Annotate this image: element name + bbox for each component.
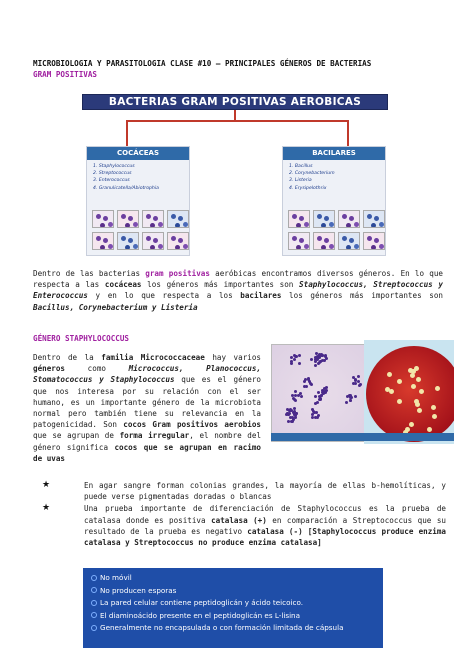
text-span: hay varios bbox=[204, 353, 261, 362]
list-item: 2. Streptococcus bbox=[93, 171, 132, 177]
coccus-dot bbox=[318, 361, 321, 364]
micrograph-image bbox=[117, 210, 139, 228]
agar-plate bbox=[366, 346, 454, 442]
colony-dot bbox=[385, 387, 390, 392]
coccus-dot bbox=[294, 399, 297, 402]
text-span: cocos que se agrupan en racimo de uvas bbox=[33, 442, 261, 463]
colony-dot bbox=[427, 427, 432, 432]
tree-stem bbox=[234, 110, 236, 120]
text-span: La pared celular contiene peptidoglicán y ácido teicoico. bbox=[100, 598, 303, 608]
text-span: Dentro de las bacterias bbox=[33, 269, 146, 278]
list-item bbox=[91, 597, 375, 610]
coccus-dot bbox=[311, 416, 314, 419]
blood-agar-photo bbox=[364, 340, 454, 444]
coccus-dot bbox=[295, 412, 298, 415]
coccus-dot bbox=[323, 359, 326, 362]
coccus-dot bbox=[320, 394, 323, 397]
micrograph-image bbox=[288, 232, 310, 250]
text-span: Una prueba importante de diferenciación de Staphylococcus es la prueba de catalasa donde es positiva bbox=[84, 504, 446, 525]
list-item bbox=[42, 503, 446, 548]
text-span: No móvil bbox=[100, 573, 132, 582]
text-span: forma irregular bbox=[119, 431, 190, 441]
coccus-dot bbox=[311, 413, 314, 416]
coccus-dot bbox=[345, 401, 348, 404]
cocaceas-title: COCÁCEAS bbox=[87, 147, 189, 160]
text-span: En agar sangre forman colonias grandes, la mayoría de ellas b-hemolíticas, y puede verse pigmentadas doradas o blancas bbox=[84, 481, 446, 502]
list-item bbox=[42, 480, 446, 502]
bacilares-list bbox=[283, 160, 385, 192]
star-icon: ★ bbox=[42, 480, 51, 490]
coccus-dot bbox=[323, 390, 326, 393]
coccus-dot bbox=[290, 420, 293, 423]
text-span: gram positivas bbox=[145, 269, 210, 278]
list-item: 1. Staphylococcus bbox=[93, 164, 135, 169]
colony-dot bbox=[397, 399, 402, 404]
micrograph-image bbox=[117, 232, 139, 250]
micrograph-image bbox=[363, 210, 385, 228]
micrograph-image bbox=[338, 210, 360, 228]
micrograph-image bbox=[167, 232, 189, 250]
text-span: los géneros más importantes son bbox=[141, 280, 300, 290]
micrograph-image bbox=[363, 232, 385, 250]
coccus-dot bbox=[294, 394, 297, 397]
list-item bbox=[91, 585, 375, 598]
coccus-dot bbox=[316, 356, 319, 359]
list-item: 2. Corynebacterium bbox=[289, 171, 335, 177]
coccus-dot bbox=[359, 383, 362, 386]
circle-bullet-icon bbox=[91, 575, 97, 581]
section-title: GÉNERO STAPHYLOCOCCUS bbox=[33, 334, 130, 343]
staph-paragraph bbox=[33, 352, 261, 464]
list-item bbox=[91, 622, 375, 635]
coccus-dot bbox=[298, 354, 301, 357]
coccus-dot bbox=[294, 416, 297, 419]
text-span: catalasa (-) bbox=[247, 526, 303, 536]
text-span: cocos Gram positivos aerobios bbox=[123, 420, 261, 430]
coccus-dot bbox=[352, 382, 355, 385]
coccus-dot bbox=[315, 411, 318, 414]
text-span: catalasa (+) bbox=[211, 515, 267, 525]
text-span: [Staphylococcus produce enzima catalasa y Streptococcus no produce enzima catalasa] bbox=[84, 526, 446, 548]
text-span: Micrococcus, Planococcus, Stomatococcus y Staphylococcus bbox=[33, 364, 262, 385]
list-item bbox=[91, 610, 375, 623]
photo-caption-bar bbox=[271, 433, 454, 441]
cocaceas-images bbox=[92, 210, 189, 228]
list-item: 4. Erysipelothrix bbox=[289, 185, 327, 191]
coccus-dot bbox=[298, 362, 301, 365]
text-span: y en lo que respecta a los bbox=[87, 291, 241, 301]
coccus-dot bbox=[349, 394, 352, 397]
micrograph-image bbox=[92, 232, 114, 250]
intro-paragraph bbox=[33, 268, 443, 313]
colony-dot bbox=[431, 405, 436, 410]
text-span: los géneros más importantes son bbox=[281, 291, 443, 301]
characteristics-slide bbox=[83, 568, 383, 648]
coccus-dot bbox=[310, 358, 313, 361]
coccus-dot bbox=[357, 375, 360, 378]
text-span: como bbox=[65, 364, 129, 374]
coccus-dot bbox=[299, 392, 302, 395]
text-span: cocáceas bbox=[104, 280, 142, 290]
coccus-dot bbox=[287, 413, 290, 416]
micrograph-image bbox=[313, 232, 335, 250]
coccus-dot bbox=[316, 416, 319, 419]
text-span: que se agrupan de bbox=[33, 431, 120, 441]
colony-dot bbox=[419, 389, 424, 394]
cocaceas-images-row2 bbox=[92, 232, 189, 250]
text-span: Bacillus, Corynebacterium y Listeria bbox=[33, 302, 198, 312]
text-span: familia Micrococcaceae bbox=[101, 353, 205, 362]
text-span: Staphylococcus, Streptococcus y Enterococcus bbox=[33, 280, 443, 301]
colony-dot bbox=[432, 414, 437, 419]
bacilares-images bbox=[288, 210, 385, 228]
micrograph-image bbox=[142, 232, 164, 250]
coccus-dot bbox=[325, 386, 328, 389]
text-span: bacilares bbox=[240, 291, 282, 301]
circle-bullet-icon bbox=[91, 600, 97, 606]
cocaceas-list bbox=[87, 160, 189, 192]
coccus-dot bbox=[303, 380, 306, 383]
category-bacilares bbox=[282, 146, 386, 256]
colony-dot bbox=[414, 399, 419, 404]
diagram-header: BACTERIAS GRAM POSITIVAS AEROBICAS bbox=[82, 94, 388, 110]
star-icon: ★ bbox=[42, 503, 51, 514]
coccus-dot bbox=[314, 364, 317, 367]
coccus-dot bbox=[314, 395, 317, 398]
coccus-dot bbox=[300, 395, 303, 398]
micrograph-image bbox=[338, 232, 360, 250]
coccus-dot bbox=[316, 401, 319, 404]
list-item: 3. Listeria bbox=[289, 178, 312, 184]
bacilares-title: BACILARES bbox=[283, 147, 385, 160]
coccus-dot bbox=[349, 399, 352, 402]
tree-branch bbox=[126, 120, 348, 122]
list-item: 1. Bacillus bbox=[289, 164, 313, 169]
colony-dot bbox=[410, 373, 415, 378]
circle-bullet-icon bbox=[91, 612, 97, 618]
micrograph-image bbox=[167, 210, 189, 228]
micrograph-image bbox=[142, 210, 164, 228]
coccus-dot bbox=[319, 398, 322, 401]
coccus-dot bbox=[324, 355, 327, 358]
slide-list bbox=[91, 572, 375, 635]
text-span: aeróbicas encontramos diversos géneros. En lo que respecta a las bbox=[33, 269, 443, 290]
list-item: 4. Granulicatella/Abiotrophia bbox=[93, 185, 159, 191]
list-item bbox=[91, 572, 375, 585]
micrograph-image bbox=[92, 210, 114, 228]
text-span: Dentro de la bbox=[33, 353, 102, 362]
coccus-dot bbox=[305, 385, 308, 388]
gram-positive-diagram bbox=[82, 94, 388, 260]
list-item: 3. Enterococcus bbox=[93, 178, 130, 184]
text-span: en comparación a Streptococcus que su resultado de la prueba es negativo bbox=[84, 515, 446, 536]
colony-dot bbox=[411, 384, 416, 389]
tree-right-drop bbox=[347, 120, 349, 146]
coccus-dot bbox=[294, 390, 297, 393]
tree-left-drop bbox=[126, 120, 128, 146]
staphylococcus-micrograph bbox=[271, 344, 366, 442]
micrograph-image bbox=[288, 210, 310, 228]
bacilares-images-row2 bbox=[288, 232, 385, 250]
coccus-dot bbox=[293, 407, 296, 410]
colony-dot bbox=[397, 379, 402, 384]
text-span: que es el género que nos interesa por su relación con el ser humano, es un importante género de la microbiota normal pero también tiene su relevancia en la patogenicidad. Son bbox=[33, 375, 261, 430]
text-span: Generalmente no encapsulada o con formación limitada de cápsula bbox=[100, 623, 344, 633]
text-span: , el nombre del género significa bbox=[33, 431, 262, 452]
text-span: El diaminoácido presente en el peptidoglicán es L-lisina bbox=[100, 610, 301, 620]
circle-bullet-icon bbox=[91, 625, 97, 631]
micrograph-image bbox=[313, 210, 335, 228]
text-span: géneros bbox=[33, 364, 66, 374]
text-span: No producen esporas bbox=[100, 585, 177, 595]
category-cocaceas bbox=[86, 146, 190, 256]
coccus-dot bbox=[294, 355, 297, 358]
document-subtitle: GRAM POSITIVAS bbox=[33, 70, 98, 79]
coccus-dot bbox=[307, 377, 310, 380]
circle-bullet-icon bbox=[91, 587, 97, 593]
coccus-dot bbox=[354, 395, 357, 398]
bullet-list bbox=[42, 480, 446, 549]
document-title: MICROBIOLOGIA Y PARASITOLOGIA CLASE #10 – PRINCIPALES GÉNEROS DE BACTERIAS bbox=[33, 59, 372, 68]
